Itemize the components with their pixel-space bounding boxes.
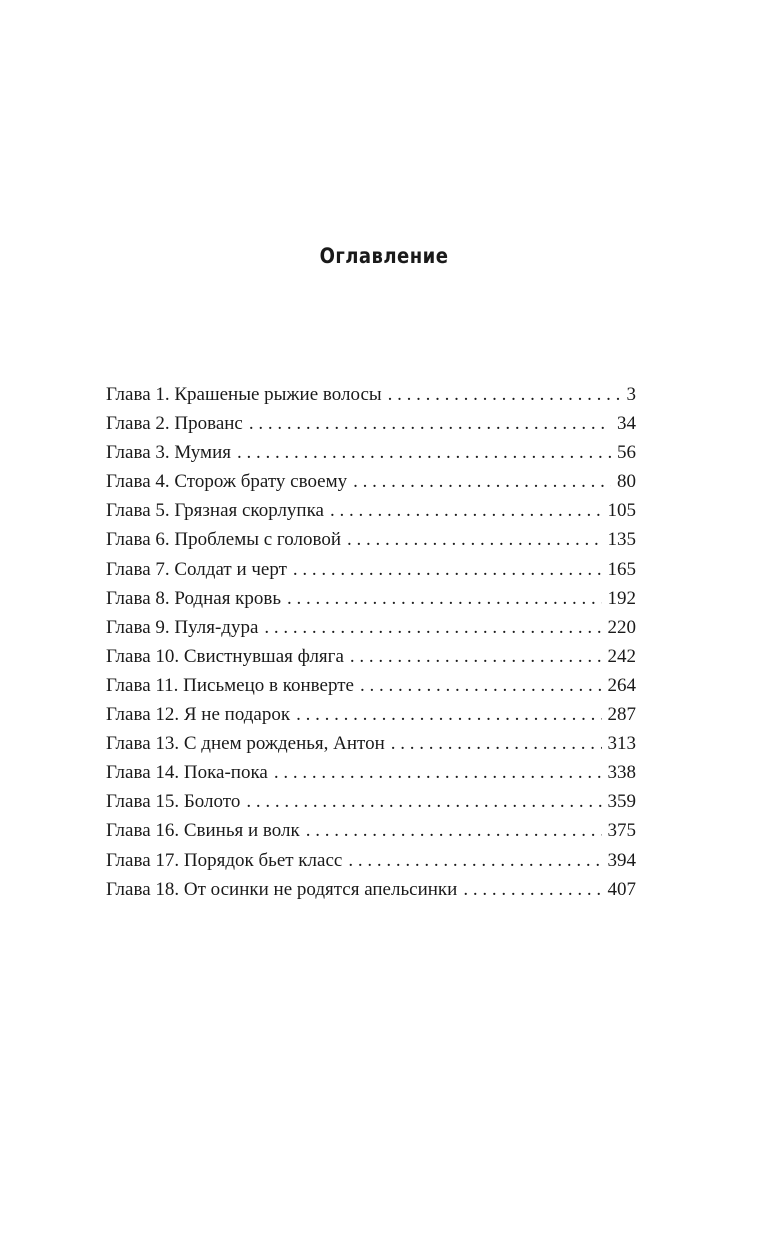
toc-entry-label: Глава 16. Свинья и волк [106,820,300,842]
toc-entry[interactable] [106,787,636,816]
toc-entry[interactable] [106,671,636,700]
dot-leader [348,846,601,875]
toc-entry-page: 359 [607,791,636,813]
toc-entry[interactable] [106,496,636,525]
toc-entry-label: Глава 9. Пуля-дура [106,616,259,638]
toc-entry-page: 407 [607,878,636,900]
toc-entry[interactable] [106,380,636,409]
dot-leader [353,467,611,496]
dot-leader [264,613,601,642]
dot-leader [249,409,611,438]
toc-entry[interactable] [106,816,636,845]
toc-entry-label: Глава 17. Порядок бьет класс [106,849,343,871]
toc-entry-page: 3 [626,384,636,405]
toc-entry-page: 287 [607,704,636,726]
toc-entry-page: 375 [607,820,636,842]
toc-entry[interactable] [106,525,636,554]
toc-entry[interactable] [106,613,636,642]
dot-leader [463,875,601,904]
dot-leader [391,729,602,758]
toc-entry-label: Глава 12. Я не подарок [106,704,291,726]
toc-entry-label: Глава 3. Мумия [106,442,231,464]
dot-leader [296,700,601,729]
dot-leader [237,438,611,467]
toc-entry[interactable] [106,409,636,438]
dot-leader [347,525,602,554]
toc-entry-label: Глава 7. Солдат и черт [106,558,287,580]
toc-entry[interactable] [106,758,636,787]
toc-entry[interactable] [106,555,636,584]
toc-entry-label: Глава 11. Письмецо в конверте [106,674,354,696]
toc-entry-page: 165 [607,558,636,580]
toc-entry-label: Глава 1. Крашеные рыжие волосы [106,384,382,405]
toc-entry-label: Глава 13. С днем рожденья, Антон [106,733,385,755]
toc-entry-page: 394 [607,849,636,871]
toc-entry-page: 264 [607,674,636,696]
toc-entry-page: 135 [607,529,636,551]
toc-entry-label: Глава 2. Прованс [106,413,243,435]
toc-entry[interactable] [106,846,636,875]
toc-entry-page: 80 [617,471,636,493]
dot-leader [388,380,621,409]
toc-entry-label: Глава 14. Пока-пока [106,762,268,784]
toc-entry[interactable] [106,729,636,758]
table-of-contents [106,380,636,904]
toc-entry-label: Глава 18. От осинки не родятся апельсинки [106,878,458,900]
toc-entry-page: 34 [617,413,636,435]
toc-entry-page: 338 [607,762,636,784]
toc-entry-label: Глава 5. Грязная скорлупка [106,500,324,522]
toc-entry[interactable] [106,438,636,467]
dot-leader [360,671,602,700]
toc-entry[interactable] [106,467,636,496]
toc-entry[interactable] [106,584,636,613]
toc-entry[interactable] [106,700,636,729]
toc-entry-page: 242 [607,645,636,667]
toc-entry-page: 220 [607,616,636,638]
dot-leader [330,496,602,525]
toc-entry-label: Глава 6. Проблемы с головой [106,529,341,551]
toc-entry[interactable] [106,642,636,671]
dot-leader [287,584,601,613]
toc-entry-label: Глава 10. Свистнувшая фляга [106,645,344,667]
toc-entry-page: 192 [607,587,636,609]
toc-entry-page: 105 [607,500,636,522]
toc-entry-page: 56 [617,442,636,464]
dot-leader [350,642,602,671]
dot-leader [306,816,602,845]
toc-entry[interactable] [106,875,636,904]
toc-entry-page: 313 [607,733,636,755]
toc-entry-label: Глава 15. Болото [106,791,241,813]
dot-leader [293,555,602,584]
dot-leader [246,787,601,816]
toc-entry-label: Глава 4. Сторож брату своему [106,471,348,493]
page-title: Оглавление [319,244,449,268]
dot-leader [274,758,602,787]
toc-entry-label: Глава 8. Родная кровь [106,587,282,609]
